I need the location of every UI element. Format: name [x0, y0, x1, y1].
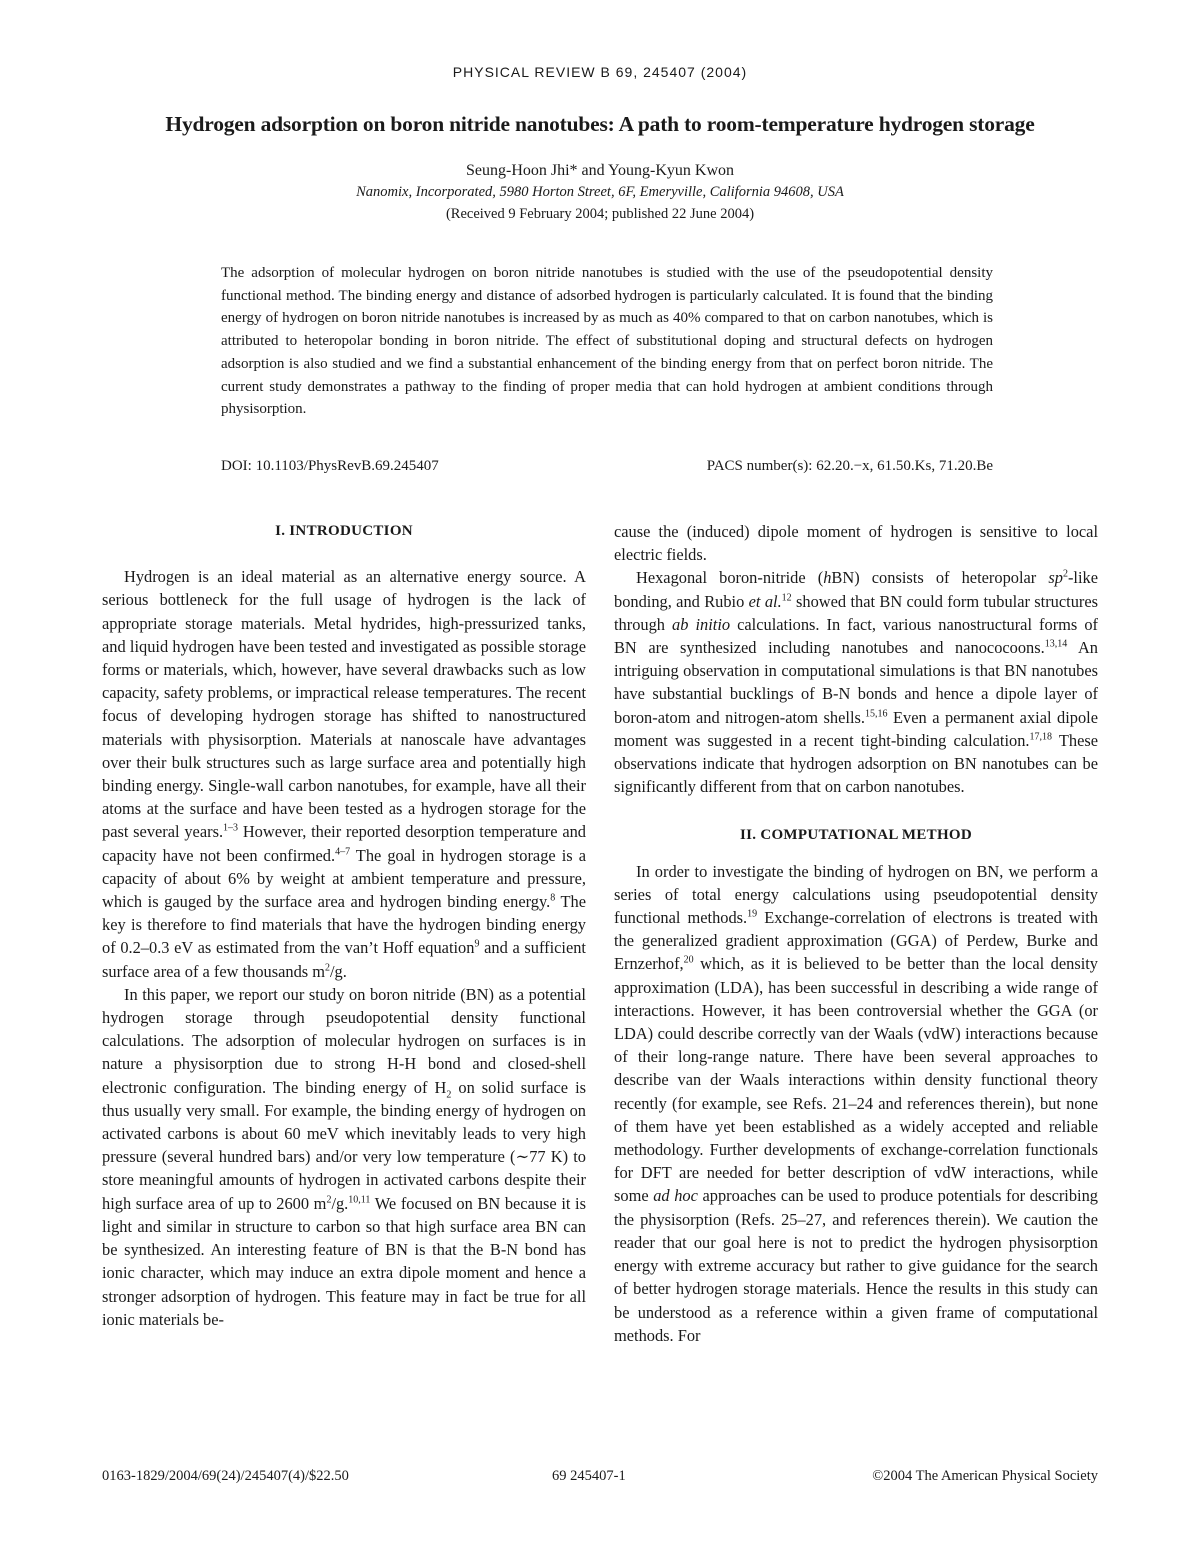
paper-title: Hydrogen adsorption on boron nitride nanotubes: A path to room-temperature hydrogen storage: [165, 112, 1035, 136]
citation: 12: [781, 592, 792, 604]
footer-issn: 0163-1829/2004/69(24)/245407(4)/$22.50: [102, 1468, 349, 1484]
citation: 13,14: [1044, 638, 1068, 650]
doi: DOI: 10.1103/PhysRevB.69.245407: [221, 458, 439, 474]
affiliation: Nanomix, Incorporated, 5980 Horton Street, 6F, Emeryville, California 94608, USA: [356, 184, 844, 200]
right-column: [614, 520, 1098, 1347]
left-column: [102, 520, 586, 1331]
section-heading-computational-method: II. COMPUTATIONAL METHOD: [739, 827, 973, 844]
intro-paragraph-3: Hexagonal boron-nitride (hBN) consists of heteropolar $sp^2$-like bonding, and Rubio et al.$^{12}$ showed that BN could form tubular structures through ab initio calculations. In fact, various nanostructural forms of BN are synthesized including nanotubes and nanococoons.$^{13,14}$ An intriguing observation in computational simulations is that BN nanotubes have substantial bucklings of B-N bonds and hence a dipole layer of boron-atom and nitrogen-atom shells.$^{15,16}$ Even a permanent axial dipole moment was suggested in a recent tight-binding calculation.$^{17,18}$ These observations indicate that hydrogen adsorption on BN nanotubes can be significantly different from that on carbon nanotubes.: [614, 568, 1099, 797]
method-paragraph-1: In order to investigate the binding of hydrogen on BN, we perform a series of total energy calculations using pseudopotential density functional methods.$^{19}$ Exchange-correlation of electrons is treated with the generalized gradient approximation (GGA) of Perdew, Burke and Ernzerhof,$^{20}$ which, as it is believed to be better than the local density approximation (LDA), has been successful in describing a wide range of interactions. However, it has been controversial whether the GGA (or LDA) could describe correctly van der Waals (vdW) interactions because of their long-range nature. There have been several approaches to describe van der Waals interactions within density functional theory recently (for example, see Refs. 21–24 and references therein), but none of them have yet been established as a widely accepted and reliable methodology. Further developments of exchange-correlation functionals for DFT are needed for better description of vdW interactions, while some ad hoc approaches can be used to produce potentials for describing the physisorption (Refs. 25–27, and references therein). We caution the reader that our goal here is not to predict the hydrogen physisorption energy with extreme accuracy but rather to give guidance for the search of better hydrogen storage materials. Hence the results in this study can be understood as a reference within a given frame of computational methods. For: [614, 861, 1099, 1345]
intro-paragraph-2: In this paper, we report our study on boron nitride (BN) as a potential hydrogen storage through pseudopotential density functional calculations. The adsorption of molecular hydrogen on surfaces is in nature a physisorption due to strong H-H bond and closed-shell electronic configuration. The binding energy of $H_2$ on solid surface is thus usually very small. For example, the binding energy of hydrogen on activated carbons is about 60 meV which inevitably leads to very high pressure (several hundred bars) and/or very low temperature (∼77 K) to store meaningful amounts of hydrogen in activated carbons despite their high surface area of up to 2600 $m^2/g.^{10,11}$ We focused on BN because it is light and similar in structure to carbon so that high surface area BN can be synthesized. An interesting feature of BN is that the B-N bond has ionic character, which may induce an extra dipole moment and hence a stronger adsorption of hydrogen. This feature may in fact be true for all ionic materials be-: [102, 984, 587, 1329]
citation: 20: [683, 954, 694, 966]
pacs-numbers: PACS number(s): 62.20.−x, 61.50.Ks, 71.20.Be: [706, 458, 993, 474]
intro-paragraph-2-continued: cause the (induced) dipole moment of hydrogen is sensitive to local electric fields.: [614, 522, 1098, 565]
footer-copyright: ©2004 The American Physical Society: [872, 1468, 1098, 1484]
citation: 19: [747, 908, 758, 920]
citation: 8: [550, 892, 556, 904]
received-date: (Received 9 February 2004; published 22 June 2004): [445, 206, 755, 222]
citation: 4–7: [335, 846, 351, 858]
journal-header: PHYSICAL REVIEW B 69, 245407 (2004): [452, 64, 748, 80]
abstract: The adsorption of molecular hydrogen on boron nitride nanotubes is studied with the use of the pseudopotential density functional method. The binding energy and distance of adsorbed hydrogen is particularly calculated. It is found that the binding energy of hydrogen on boron nitride nanotubes is increased by as much as 40% compared to that on carbon nanotubes, which is attributed to heteropolar bonding in boron nitride. The effect of substitutional doping and structural defects on hydrogen adsorption is also studied and we find a substantial enhancement of the binding energy from that on perfect boron nitride. The current study demonstrates a pathway to the finding of proper media that can hold hydrogen at ambient conditions through physisorption.: [221, 265, 993, 418]
citation: 9: [474, 938, 480, 950]
citation: 1–3: [223, 822, 239, 834]
citation: 15,16: [864, 708, 888, 720]
intro-paragraph-1: Hydrogen is an ideal material as an alternative energy source. A serious bottleneck for the full usage of hydrogen is the lack of appropriate storage materials. Metal hydrides, high-pressurized tanks, and liquid hydrogen have been tested and investigated as possible storage forms or materials, which, however, have several drawbacks such as low capacity, safety problems, or impractical release temperatures. The recent focus of developing hydrogen storage has shifted to nanostructured materials with physisorption. Materials at nanoscale have advantages over their bulk structures such as large surface area and potentially high binding energy. Single-wall carbon nanotubes, for example, have all their atoms at the surface and have been tested as a hydrogen storage for the past several years.$^{1-3}$ However, their reported desorption temperature and capacity have not been confirmed.$^{4-7}$ The goal in hydrogen storage is a capacity of about 6% by weight at ambient temperature and pressure, which is gauged by the surface area and hydrogen binding energy.$^8$ The key is therefore to find materials that have the hydrogen binding energy of 0.2–0.3 eV as estimated from the van’t Hoff equation$^9$ and a sufficient surface area of a few thousands $m^2/g$.: [102, 567, 586, 981]
citation: 17,18: [1029, 731, 1053, 743]
citation: 10,11: [348, 1194, 371, 1206]
authors: Seung-Hoon Jhi* and Young-Kyun Kwon: [465, 162, 734, 179]
section-heading-introduction: I. INTRODUCTION: [275, 523, 413, 539]
footer-page-number: 69 245407-1: [552, 1468, 626, 1484]
